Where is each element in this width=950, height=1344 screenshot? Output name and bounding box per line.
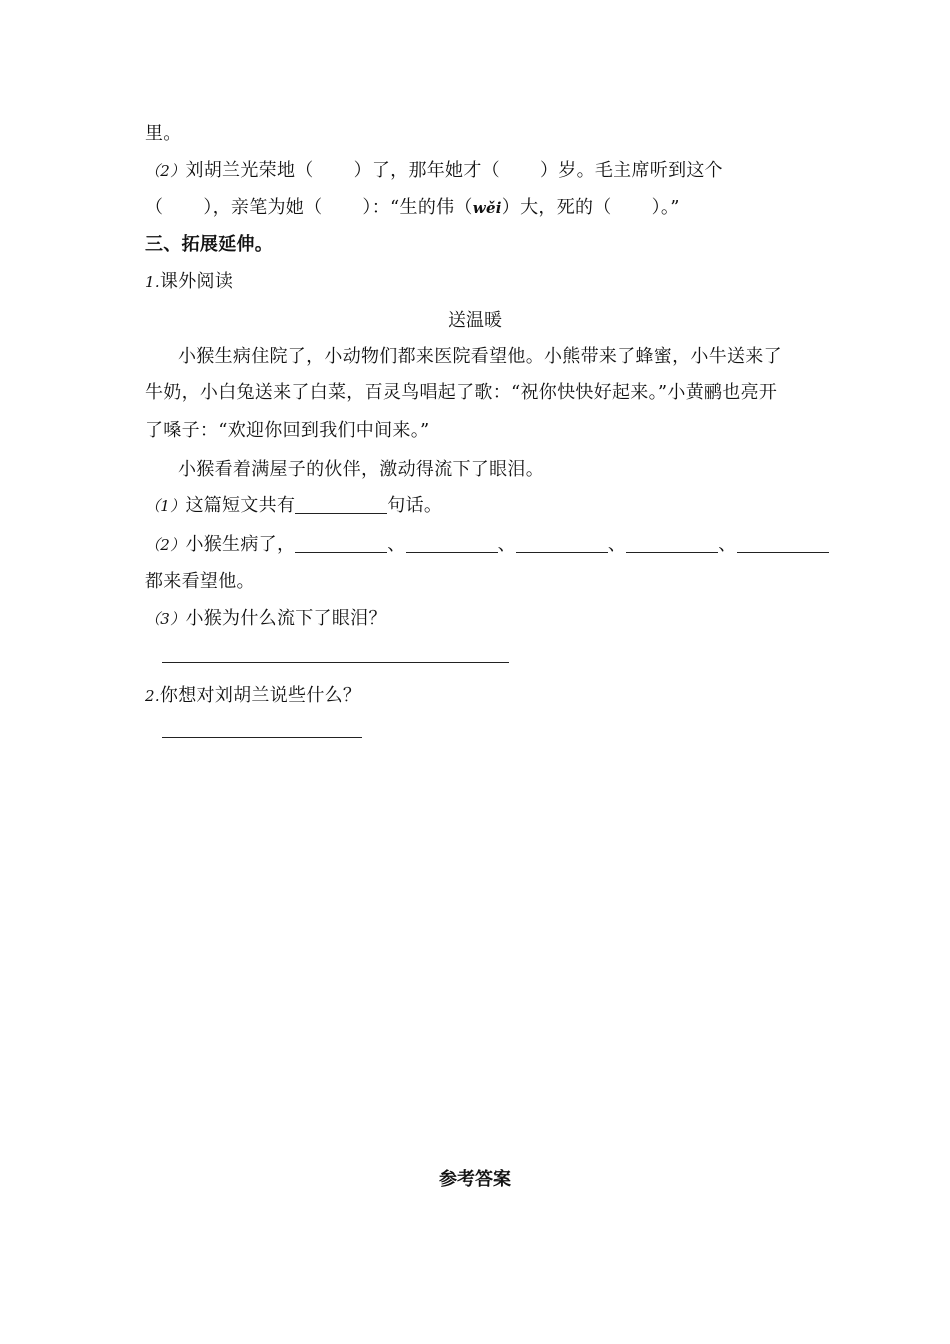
- text: ）了，那年她才（: [353, 160, 500, 181]
- answers-heading: 参考答案: [439, 1169, 511, 1190]
- text-line: [145, 121, 182, 147]
- text: 这篇短文共有: [185, 495, 296, 516]
- reading-question-3: [145, 606, 387, 632]
- text-line: 都来看望他。: [145, 571, 255, 592]
- answer-blank[interactable]: [295, 495, 387, 514]
- pinyin: wěi: [472, 199, 502, 217]
- passage-line: 牛奶，小白兔送来了白菜，百灵鸟唱起了歌：“祝你快快好起来。”小黄鹂也亮开: [145, 382, 778, 403]
- item-label: 你想对刘胡兰说些什么？: [159, 685, 362, 706]
- text: ）：“生的伟（: [362, 197, 473, 218]
- text: 小猴生病了，: [185, 534, 296, 555]
- text: 小猴为什么流下了眼泪？: [185, 608, 387, 629]
- text: （: [145, 197, 164, 218]
- item-1-heading: [145, 269, 233, 295]
- item-label: 课外阅读: [159, 271, 234, 292]
- question-number: （3）: [145, 610, 186, 628]
- answer-blank[interactable]: [295, 534, 387, 553]
- text: 句话。: [387, 495, 443, 516]
- answer-blank[interactable]: [406, 534, 498, 553]
- section-heading: 三、拓展延伸。: [145, 234, 274, 255]
- text: ）。”: [651, 197, 680, 218]
- text: 刘胡兰光荣地（: [185, 160, 314, 181]
- answer-line[interactable]: [162, 662, 509, 663]
- separator: 、: [607, 534, 627, 555]
- question-number: （2）: [145, 536, 186, 554]
- answer-blank[interactable]: [737, 534, 829, 553]
- question-number: （2）: [145, 162, 186, 180]
- item-2-heading: [145, 683, 361, 709]
- text: ），亲笔为她（: [203, 197, 323, 218]
- text: ）大，死的（: [501, 197, 612, 218]
- separator: 、: [387, 534, 406, 555]
- question-2-line-1: [145, 158, 723, 184]
- passage-line: 小猴看着满屋子的伙伴，激动得流下了眼泪。: [178, 459, 544, 480]
- text: 里。: [145, 123, 182, 144]
- passage-line: 了嗓子：“欢迎你回到我们中间来。”: [145, 420, 430, 441]
- answer-line[interactable]: [162, 737, 362, 738]
- passage-title: 送温暖: [448, 310, 502, 331]
- answer-blank[interactable]: [626, 534, 718, 553]
- reading-question-1: [145, 493, 442, 519]
- reading-question-2: [145, 532, 829, 558]
- question-number: （1）: [145, 497, 186, 515]
- passage-line: 小猴生病住院了，小动物们都来医院看望他。小熊带来了蜂蜜，小牛送来了: [178, 346, 782, 367]
- item-number: 2.: [145, 687, 160, 705]
- separator: 、: [718, 534, 737, 555]
- question-2-line-2: [145, 195, 680, 221]
- text: ）岁。毛主席听到这个: [539, 160, 723, 181]
- answer-blank[interactable]: [516, 534, 608, 553]
- item-number: 1.: [145, 273, 160, 291]
- separator: 、: [497, 534, 516, 555]
